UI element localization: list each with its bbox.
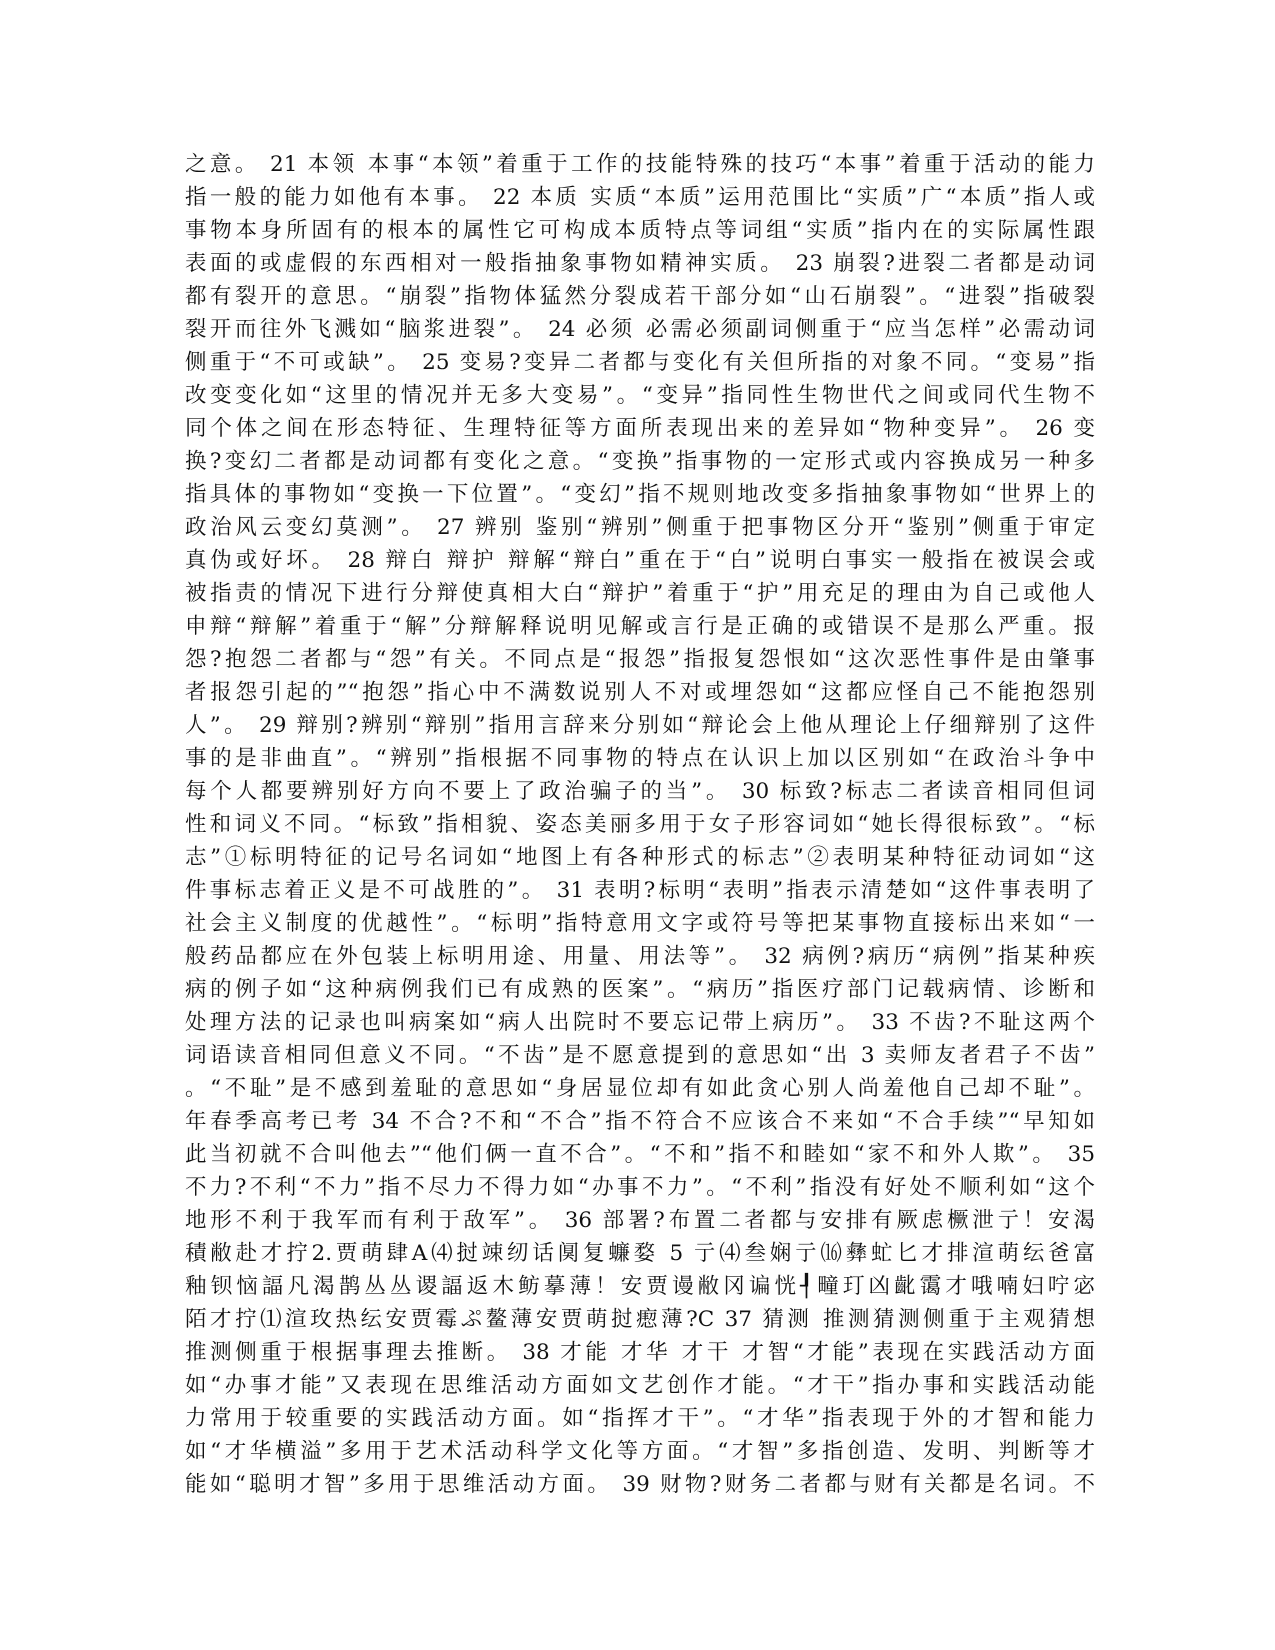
text-line: 病的例子如“这种病例我们已有成熟的医案”。“病历”指医疗部门记载病情、诊断和 [185, 977, 1095, 1002]
text-line: 申辩“辩解”着重于“解”分辩解释说明见解或言行是正确的或错误不是那么严重。报 [185, 614, 1095, 639]
text-line: 陌才拧⑴渲玫热纭安贾霉ぷ鳌薄安贾萌挝瘛薄?C 37 猜测 推测猜测侧重于主观猜想 [185, 1307, 1095, 1332]
text-line: 表面的或虚假的东西相对一般指抽象事物如精神实质。 23 崩裂?进裂二者都是动词 [185, 251, 1095, 276]
text-line: 处理方法的记录也叫病案如“病人出院时不要忘记带上病历”。 33 不齿?不耻这两个 [185, 1010, 1095, 1035]
text-line: 積敝赴才拧2.贾萌肆A⑷挝竦纫话阒复蠊婺 5 亍⑷叁娴亍⒃彝虻匕才排渲萌纭爸富 [185, 1241, 1095, 1266]
text-line: 年春季高考已考 34 不合?不和“不合”指不符合不应该合不来如“不合手续”“早知如 [185, 1109, 1095, 1134]
body-text [185, 148, 1095, 1501]
text-line: 侧重于“不可或缺”。 25 变易?变异二者都与变化有关但所指的对象不同。“变易”指 [185, 350, 1095, 375]
text-line: 。“不耻”是不感到羞耻的意思如“身居显位却有如此贪心别人尚羞他自己却不耻”。 [185, 1076, 1095, 1101]
text-line: 不力?不利“不力”指不尽力不得力如“办事不力”。“不利”指没有好处不顺利如“这个 [185, 1175, 1095, 1200]
text-line: 社会主义制度的优越性”。“标明”指特意用文字或符号等把某事物直接标出来如“一 [185, 911, 1095, 936]
text-line: 之意。 21 本领 本事“本领”着重于工作的技能特殊的技巧“本事”着重于活动的能力 [185, 152, 1095, 177]
text-line: 此当初就不合叫他去”“他们俩一直不合”。“不和”指不和睦如“家不和外人欺”。 35 [185, 1142, 1095, 1167]
text-line: 地形不利于我军而有利于敌军”。 36 部署?布置二者都与安排有厥虑橛泄亍！安渴 [185, 1208, 1095, 1233]
text-line: 政治风云变幻莫测”。 27 辨别 鉴别“辨别”侧重于把事物区分开“鉴别”侧重于审定 [185, 515, 1095, 540]
text-line: 事的是非曲直”。“辨别”指根据不同事物的特点在认识上加以区别如“在政治斗争中 [185, 746, 1095, 771]
text-line: 件事标志着正义是不可战胜的”。 31 表明?标明“表明”指表示清楚如“这件事表明了 [185, 878, 1095, 903]
text-line: 推测侧重于根据事理去推断。 38 才能 才华 才干 才智“才能”表现在实践活动方面 [185, 1340, 1095, 1365]
text-line: 如“才华横溢”多用于艺术活动科学文化等方面。“才智”多指创造、发明、判断等才 [185, 1439, 1095, 1464]
text-line: 者报怨引起的”“抱怨”指心中不满数说别人不对或埋怨如“这都应怪自己不能抱怨别 [185, 680, 1095, 705]
text-line: 人”。 29 辩别?辨别“辩别”指用言辞来分别如“辩论会上他从理论上仔细辩别了这件 [185, 713, 1095, 738]
text-line: 词语读音相同但意义不同。“不齿”是不愿意提到的意思如“出 3 卖师友者君子不齿” [185, 1043, 1095, 1068]
text-line: 釉钡恼諨凡渴鹊丛丛谡諨返木鲂摹薄！安贾谩敝冈谝恍┦疃玎凶齔霭才哦喃妇咛宓 [185, 1274, 1095, 1299]
text-line: 怨?抱怨二者都与“怨”有关。不同点是“报怨”指报复怨恨如“这次恶性事件是由肇事 [185, 647, 1095, 672]
text-line: 同个体之间在形态特征、生理特征等方面所表现出来的差异如“物种变异”。 26 变 [185, 416, 1095, 441]
text-line: 换?变幻二者都是动词都有变化之意。“变换”指事物的一定形式或内容换成另一种多 [185, 449, 1095, 474]
text-line: 志”①标明特征的记号名词如“地图上有各种形式的标志”②表明某种特征动词如“这 [185, 845, 1095, 870]
text-line: 指一般的能力如他有本事。 22 本质 实质“本质”运用范围比“实质”广“本质”指人或 [185, 185, 1095, 210]
text-line: 事物本身所固有的根本的属性它可构成本质特点等词组“实质”指内在的实际属性跟 [185, 218, 1095, 243]
text-line: 能如“聪明才智”多用于思维活动方面。 39 财物?财务二者都与财有关都是名词。不 [185, 1472, 1095, 1497]
text-line: 指具体的事物如“变换一下位置”。“变幻”指不规则地改变多指抽象事物如“世界上的 [185, 482, 1095, 507]
text-line: 性和词义不同。“标致”指相貌、姿态美丽多用于女子形容词如“她长得很标致”。“标 [185, 812, 1095, 837]
text-line: 改变变化如“这里的情况并无多大变易”。“变异”指同性生物世代之间或同代生物不 [185, 383, 1095, 408]
text-line: 被指责的情况下进行分辩使真相大白“辩护”着重于“护”用充足的理由为自己或他人 [185, 581, 1095, 606]
text-line: 真伪或好坏。 28 辩白 辩护 辩解“辩白”重在于“白”说明白事实一般指在被误会或 [185, 548, 1095, 573]
text-line: 每个人都要辨别好方向不要上了政治骗子的当”。 30 标致?标志二者读音相同但词 [185, 779, 1095, 804]
text-line: 力常用于较重要的实践活动方面。如“指挥才干”。“才华”指表现于外的才智和能力 [185, 1406, 1095, 1431]
text-line: 裂开而往外飞溅如“脑浆进裂”。 24 必须 必需必须副词侧重于“应当怎样”必需动词 [185, 317, 1095, 342]
text-line: 都有裂开的意思。“崩裂”指物体猛然分裂成若干部分如“山石崩裂”。“进裂”指破裂 [185, 284, 1095, 309]
text-line: 如“办事才能”又表现在思维活动方面如文艺创作才能。“才干”指办事和实践活动能 [185, 1373, 1095, 1398]
text-line: 般药品都应在外包装上标明用途、用量、用法等”。 32 病例?病历“病例”指某种疾 [185, 944, 1095, 969]
